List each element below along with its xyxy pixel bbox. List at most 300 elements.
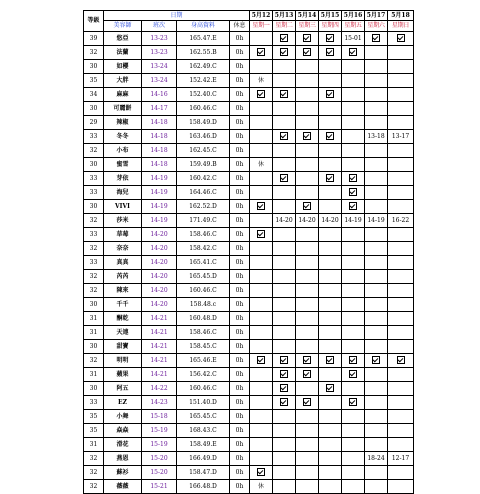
weekday-header: 星期六 [365, 21, 388, 32]
checked-day-cell [250, 200, 273, 214]
day-cell [296, 480, 319, 494]
shift-cell: 13-23 [142, 32, 177, 46]
day-cell [388, 382, 414, 396]
checkbox-checked-icon [280, 356, 288, 364]
checked-day-cell [296, 200, 319, 214]
shift-cell: 14-18 [142, 158, 177, 172]
ot-cell: 0h [230, 144, 250, 158]
day-cell [342, 452, 365, 466]
checked-day-cell [273, 172, 296, 186]
checked-day-cell [250, 466, 273, 480]
day-cell [342, 256, 365, 270]
date-header: 5月17 [365, 11, 388, 21]
level-cell: 33 [84, 228, 104, 242]
ot-cell: 0h [230, 270, 250, 284]
stylist-name: 小舞 [104, 410, 142, 424]
day-cell: 16-22 [388, 214, 414, 228]
day-cell [273, 466, 296, 480]
checkbox-checked-icon [326, 34, 334, 42]
table-row [84, 172, 414, 186]
ot-cell: 0h [230, 284, 250, 298]
day-cell [250, 312, 273, 326]
level-cell: 35 [84, 424, 104, 438]
day-cell [250, 60, 273, 74]
day-cell [273, 410, 296, 424]
checked-day-cell [250, 354, 273, 368]
stylist-name: VIVI [104, 200, 142, 214]
ot-cell: 0h [230, 424, 250, 438]
day-cell [388, 144, 414, 158]
level-cell: 30 [84, 158, 104, 172]
stylist-name: 如櫻 [104, 60, 142, 74]
day-cell [273, 438, 296, 452]
day-cell [365, 102, 388, 116]
day-cell: 休 [250, 480, 273, 494]
shift-cell: 14-21 [142, 312, 177, 326]
day-cell [296, 242, 319, 256]
table-row [84, 382, 414, 396]
day-cell [250, 32, 273, 46]
day-cell [388, 186, 414, 200]
day-cell [250, 326, 273, 340]
ot-cell: 0h [230, 466, 250, 480]
stylist-name: 草莓 [104, 228, 142, 242]
level-cell: 32 [84, 452, 104, 466]
table-row [84, 340, 414, 354]
day-cell [296, 298, 319, 312]
checked-day-cell [250, 228, 273, 242]
shift-cell: 13-24 [142, 60, 177, 74]
level-cell: 31 [84, 368, 104, 382]
day-cell [319, 452, 342, 466]
day-cell: 休 [250, 158, 273, 172]
shift-cell: 15-18 [142, 410, 177, 424]
day-cell [342, 158, 365, 172]
level-cell: 33 [84, 172, 104, 186]
day-cell [342, 340, 365, 354]
day-cell [388, 46, 414, 60]
table-row [84, 312, 414, 326]
day-cell [342, 60, 365, 74]
shift-cell: 15-19 [142, 438, 177, 452]
date-header: 5月15 [319, 11, 342, 21]
ot-cell: 0h [230, 158, 250, 172]
stylist-name: 大胖 [104, 74, 142, 88]
checkbox-checked-icon [326, 174, 334, 182]
day-cell [296, 74, 319, 88]
checked-day-cell [388, 354, 414, 368]
level-cell: 31 [84, 312, 104, 326]
day-cell [319, 256, 342, 270]
shift-cell: 14-18 [142, 116, 177, 130]
checked-day-cell [296, 32, 319, 46]
shift-cell: 14-20 [142, 256, 177, 270]
day-cell [388, 158, 414, 172]
day-cell [365, 242, 388, 256]
ot-cell: 0h [230, 368, 250, 382]
day-cell [319, 438, 342, 452]
checked-day-cell [273, 382, 296, 396]
shift-cell: 14-21 [142, 340, 177, 354]
ot-cell: 0h [230, 480, 250, 494]
profile-cell: 160.46.C [177, 284, 230, 298]
profile-cell: 158.49.E [177, 438, 230, 452]
day-cell [365, 438, 388, 452]
profile-cell: 171.49.C [177, 214, 230, 228]
checkbox-checked-icon [349, 370, 357, 378]
date-label-header: 日期 [104, 11, 250, 21]
day-cell [250, 396, 273, 410]
level-cell: 33 [84, 256, 104, 270]
ot-cell: 0h [230, 102, 250, 116]
table-row [84, 396, 414, 410]
day-cell [319, 102, 342, 116]
day-cell [273, 424, 296, 438]
day-cell [296, 424, 319, 438]
checkbox-checked-icon [280, 174, 288, 182]
stylist-name: 酮乾 [104, 312, 142, 326]
checked-day-cell [342, 200, 365, 214]
day-cell [296, 326, 319, 340]
day-cell [296, 256, 319, 270]
shift-cell: 15-21 [142, 480, 177, 494]
profile-cell: 152.42.E [177, 74, 230, 88]
shift-cell: 15-19 [142, 424, 177, 438]
day-cell [365, 46, 388, 60]
checkbox-checked-icon [372, 356, 380, 364]
day-cell [342, 284, 365, 298]
day-cell [319, 284, 342, 298]
shift-header: 班次 [142, 21, 177, 32]
day-cell [296, 340, 319, 354]
checked-day-cell [250, 88, 273, 102]
day-cell [296, 60, 319, 74]
checkbox-checked-icon [280, 132, 288, 140]
table-row [84, 200, 414, 214]
profile-cell: 158.48.c [177, 298, 230, 312]
day-cell [388, 284, 414, 298]
checkbox-checked-icon [257, 202, 265, 210]
day-cell [273, 284, 296, 298]
checkbox-checked-icon [303, 132, 311, 140]
day-cell [250, 270, 273, 284]
stylist-name: 蘇衫 [104, 466, 142, 480]
level-cell: 31 [84, 438, 104, 452]
table-row [84, 60, 414, 74]
day-cell [365, 74, 388, 88]
profile-cell: 162.45.C [177, 144, 230, 158]
day-cell [273, 480, 296, 494]
checkbox-checked-icon [326, 90, 334, 98]
checkbox-checked-icon [280, 370, 288, 378]
profile-cell: 160.42.C [177, 172, 230, 186]
checked-day-cell [319, 46, 342, 60]
checkbox-checked-icon [326, 132, 334, 140]
ot-cell: 0h [230, 116, 250, 130]
table-row [84, 354, 414, 368]
level-cell: 30 [84, 60, 104, 74]
checked-day-cell [296, 396, 319, 410]
day-cell [342, 480, 365, 494]
day-cell [388, 396, 414, 410]
checked-day-cell [365, 354, 388, 368]
table-row [84, 158, 414, 172]
day-cell [365, 256, 388, 270]
checked-day-cell [296, 354, 319, 368]
day-cell [342, 312, 365, 326]
header-row-dates [84, 11, 414, 21]
stylist-name: 蜜雪 [104, 158, 142, 172]
profile-cell: 151.40.D [177, 396, 230, 410]
level-header: 等級 [84, 11, 104, 32]
level-cell: 30 [84, 102, 104, 116]
day-cell [319, 144, 342, 158]
day-cell [250, 368, 273, 382]
checkbox-checked-icon [349, 188, 357, 196]
day-cell [273, 256, 296, 270]
table-row [84, 74, 414, 88]
day-cell [273, 228, 296, 242]
level-cell: 33 [84, 186, 104, 200]
shift-cell: 14-20 [142, 298, 177, 312]
day-cell [319, 424, 342, 438]
checkbox-checked-icon [280, 384, 288, 392]
date-header: 5月14 [296, 11, 319, 21]
checked-day-cell [342, 46, 365, 60]
day-cell [273, 312, 296, 326]
table-row [84, 284, 414, 298]
profile-cell: 162.55.B [177, 46, 230, 60]
stylist-name: 陳來 [104, 284, 142, 298]
day-cell [388, 410, 414, 424]
checked-day-cell [296, 368, 319, 382]
profile-cell: 159.49.B [177, 158, 230, 172]
table-row [84, 228, 414, 242]
day-cell [388, 172, 414, 186]
day-cell [319, 396, 342, 410]
profile-cell: 163.46.D [177, 130, 230, 144]
checked-day-cell [296, 130, 319, 144]
stylist-name: 蘋果 [104, 368, 142, 382]
checkbox-checked-icon [303, 398, 311, 406]
day-cell [342, 438, 365, 452]
day-cell [319, 158, 342, 172]
shift-cell: 14-21 [142, 326, 177, 340]
checked-day-cell [365, 32, 388, 46]
shift-cell: 14-18 [142, 144, 177, 158]
shift-cell: 14-22 [142, 382, 177, 396]
checked-day-cell [342, 354, 365, 368]
schedule-body [84, 11, 414, 494]
table-row [84, 102, 414, 116]
day-cell [273, 158, 296, 172]
profile-cell: 162.49.C [177, 60, 230, 74]
ot-cell: 0h [230, 452, 250, 466]
table-row [84, 466, 414, 480]
weekday-header: 星期日 [388, 21, 414, 32]
checkbox-checked-icon [303, 48, 311, 56]
checkbox-checked-icon [257, 468, 265, 476]
checkbox-checked-icon [257, 90, 265, 98]
day-cell [273, 326, 296, 340]
shift-cell: 13-24 [142, 74, 177, 88]
ot-cell: 0h [230, 438, 250, 452]
table-row [84, 326, 414, 340]
shift-cell: 14-21 [142, 368, 177, 382]
day-cell [273, 144, 296, 158]
day-cell [319, 368, 342, 382]
shift-cell: 14-19 [142, 172, 177, 186]
stylist-name: 小布 [104, 144, 142, 158]
weekday-header: 星期四 [319, 21, 342, 32]
day-cell [388, 88, 414, 102]
day-cell [250, 298, 273, 312]
checkbox-checked-icon [349, 202, 357, 210]
day-cell [365, 144, 388, 158]
ot-cell: 0h [230, 214, 250, 228]
day-cell [273, 270, 296, 284]
profile-cell: 164.46.C [177, 186, 230, 200]
level-cell: 30 [84, 382, 104, 396]
ot-cell: 0h [230, 256, 250, 270]
table-row [84, 242, 414, 256]
day-cell [296, 158, 319, 172]
checked-day-cell [273, 88, 296, 102]
day-cell: 休 [250, 74, 273, 88]
day-cell [296, 438, 319, 452]
checkbox-checked-icon [326, 48, 334, 56]
day-cell [365, 326, 388, 340]
day-cell [388, 270, 414, 284]
stylist-name: 悠亞 [104, 32, 142, 46]
day-cell [296, 452, 319, 466]
checkbox-checked-icon [303, 356, 311, 364]
table-row [84, 214, 414, 228]
day-cell [319, 74, 342, 88]
level-cell: 35 [84, 74, 104, 88]
weekday-header: 星期三 [296, 21, 319, 32]
day-cell [365, 60, 388, 74]
checkbox-checked-icon [280, 90, 288, 98]
day-cell [342, 74, 365, 88]
checkbox-checked-icon [349, 356, 357, 364]
ot-cell: 0h [230, 46, 250, 60]
checkbox-checked-icon [397, 356, 405, 364]
profile-cell: 165.46.E [177, 354, 230, 368]
day-cell [365, 396, 388, 410]
checked-day-cell [388, 32, 414, 46]
day-cell [250, 172, 273, 186]
day-cell [365, 228, 388, 242]
level-cell: 32 [84, 46, 104, 60]
day-cell: 13-17 [388, 130, 414, 144]
day-cell [273, 186, 296, 200]
day-cell [342, 116, 365, 130]
checked-day-cell [342, 368, 365, 382]
checked-day-cell [273, 130, 296, 144]
stylist-name: 明明 [104, 354, 142, 368]
checkbox-checked-icon [303, 202, 311, 210]
day-cell [250, 102, 273, 116]
weekday-header: 星期二 [273, 21, 296, 32]
level-cell: 31 [84, 326, 104, 340]
level-cell: 30 [84, 340, 104, 354]
day-cell [342, 130, 365, 144]
ot-cell: 0h [230, 242, 250, 256]
stylist-name: EZ [104, 396, 142, 410]
day-cell [250, 116, 273, 130]
ot-cell: 0h [230, 298, 250, 312]
day-cell [365, 480, 388, 494]
day-cell [388, 116, 414, 130]
stylist-name: 真真 [104, 256, 142, 270]
date-header: 5月12 [250, 11, 273, 21]
day-cell [319, 298, 342, 312]
day-cell [365, 424, 388, 438]
day-cell [365, 340, 388, 354]
day-cell [365, 298, 388, 312]
day-cell [365, 284, 388, 298]
day-cell [273, 102, 296, 116]
stylist-name: 法蘭 [104, 46, 142, 60]
profile-cell: 158.46.C [177, 228, 230, 242]
profile-cell: 165.45.C [177, 410, 230, 424]
profile-cell: 158.42.C [177, 242, 230, 256]
day-cell [319, 242, 342, 256]
day-cell [296, 410, 319, 424]
day-cell [342, 144, 365, 158]
day-cell [342, 88, 365, 102]
table-row [84, 116, 414, 130]
day-cell [388, 340, 414, 354]
day-cell [365, 270, 388, 284]
shift-cell: 14-18 [142, 130, 177, 144]
day-cell [296, 382, 319, 396]
ot-cell: 0h [230, 74, 250, 88]
shift-cell: 14-20 [142, 242, 177, 256]
checkbox-checked-icon [326, 384, 334, 392]
day-cell [365, 200, 388, 214]
day-cell [296, 172, 319, 186]
weekday-header: 星期五 [342, 21, 365, 32]
ot-cell: 0h [230, 60, 250, 74]
day-cell [388, 60, 414, 74]
shift-cell: 14-20 [142, 284, 177, 298]
stylist-name: 辣椒 [104, 116, 142, 130]
profile-cell: 160.46.C [177, 102, 230, 116]
checkbox-checked-icon [280, 34, 288, 42]
checkbox-checked-icon [349, 174, 357, 182]
date-header: 5月18 [388, 11, 414, 21]
shift-cell: 13-23 [142, 46, 177, 60]
day-cell [365, 88, 388, 102]
day-cell [319, 200, 342, 214]
level-cell: 32 [84, 144, 104, 158]
day-cell [250, 214, 273, 228]
checkbox-checked-icon [326, 356, 334, 364]
checkbox-checked-icon [280, 48, 288, 56]
day-cell [273, 452, 296, 466]
checkbox-checked-icon [257, 230, 265, 238]
table-row [84, 130, 414, 144]
table-row [84, 88, 414, 102]
checked-day-cell [273, 32, 296, 46]
level-cell: 34 [84, 88, 104, 102]
ot-cell: 0h [230, 354, 250, 368]
checked-day-cell [342, 186, 365, 200]
table-row [84, 410, 414, 424]
day-cell [342, 410, 365, 424]
